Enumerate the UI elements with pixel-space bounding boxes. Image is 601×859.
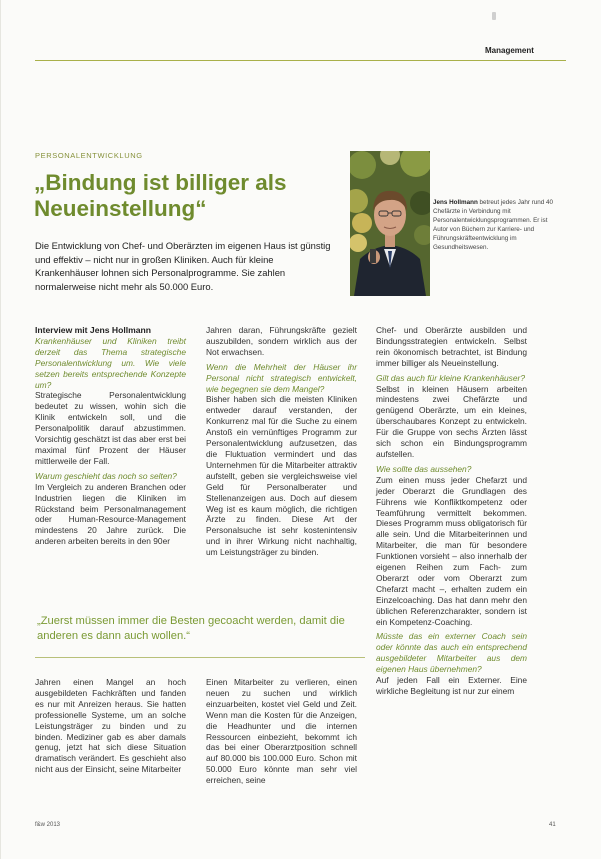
answer: Selbst in kleinen Häusern arbeiten mindestens zwei Chefärzte und genügend Oberärzte, um ein kleines, überschaubares Konzept zu entwickeln. Für die Gruppe von sechs Ärzten lässt sich schon ein Bindungsprogramm aufstellen. <box>376 383 527 459</box>
question: Krankenhäuser und Kliniken treibt derzeit das Thema strategische Personalentwicklung um. Wie viele setzen bereits entsprechende Konzepte um? <box>35 335 186 390</box>
article-column-1 <box>35 325 186 547</box>
pull-quote-rule <box>35 657 365 658</box>
page-number: 41 <box>549 822 556 828</box>
footer-publication: f&w 2013 <box>35 822 61 828</box>
question: Wie sollte das aussehen? <box>376 463 472 474</box>
question: Warum geschieht das noch so selten? <box>35 470 177 481</box>
answer: Strategische Personalentwicklung bedeutet zu wissen, wohin sich die Klinik entwickeln soll, und die Personalpolitik darauf abzustimmen. Vorsichtig geschätzt ist das aber erst bei maximal fünf Prozent der Häuser mittlerweile der Fall. <box>35 390 186 466</box>
article-column-3 <box>376 325 527 697</box>
question: Wenn die Mehrheit der Häuser ihr Personal nicht strategisch entwickelt, wie begegnen sie dem Mangel? <box>206 361 357 394</box>
section-label: Management <box>485 46 534 55</box>
answer: Auf jeden Fall ein Externer. Eine wirkliche Begleitung ist nur zur einem <box>376 675 527 696</box>
photo-caption <box>433 198 561 253</box>
answer: Jahren einen Mangel an hoch ausgebildeten Fachkräften und fanden es nur mit Anreizen heraus. Sie hatten professionelle Systeme, um an solche Leistungsträger zu binden und zu binden. Mediziner gab es aber damals genug, jetzt hat sich diese Situation dramatisch verändert. Es geschieht also nicht aus der Einsicht, seine Mitarbeiter <box>35 677 186 775</box>
caption-text: betreut jedes Jahr rund 40 Chefärzte in Verbindung mit Personalentwicklungsprogrammen. Er ist Autor von Büchern zur Karriere- und Führungskräfteentwicklung im Gesundheitswesen. <box>433 199 554 252</box>
lead-paragraph: Die Entwicklung von Chef- und Oberärzten im eigenen Haus ist günstig und effektiv – nicht nur in großen Kliniken. Auch für kleine Krankenhäuser lohnen sich Personalprogramme. Sie zahlen normalerweise nicht mehr als 50.000 Euro. <box>35 240 331 293</box>
article-column-1-continued <box>35 677 186 775</box>
question: Gilt das auch für kleine Krankenhäuser? <box>376 372 525 383</box>
answer: Jahren daran, Führungskräfte gezielt auszubilden, sondern wirklich aus der Not erwachsen. <box>206 325 357 357</box>
article-column-2 <box>206 325 357 558</box>
answer: Im Vergleich zu anderen Branchen oder Industrien liegen die Kliniken im Rückstand beim Personalmanagement oder Human-Resource-Management mindestens 20 Jahre zurück. Die anderen arbeiten bereits in den 90er <box>35 481 186 547</box>
portrait-image <box>350 151 430 296</box>
interview-title: Interview mit Jens Hollmann <box>35 325 152 335</box>
answer: Bisher haben sich die meisten Kliniken entweder darauf verstanden, der Konkurrenz mal für die Suche zu einem Anstoß ein vernünftiges Programm zur Personalentwicklung aufzusetzen, das die Fluktuation vermindert und das Unternehmen für die Mitarbeiter attraktiv aufstellt, geben sie vergleichsweise viel Geld für Personalberater und Stellenanzeigen aus. Doch auf diesem Weg ist es kaum möglich, die richtigen Ärzte zu finden. Diese Art der Personalsuche ist sehr kostenintensiv und in ihrer Wirkung nicht nachhaltig, um Leistungsträger zu binden. <box>206 394 357 558</box>
question: Müsste das ein externer Coach sein oder könnte das auch ein entsprechend ausgebildeter Mitarbeiter aus dem eigenen Haus übernehmen? <box>376 631 527 675</box>
headline: „Bindung ist billiger als Neueinstellung“ <box>34 170 287 221</box>
portrait-photo <box>350 151 430 296</box>
caption-name: Jens Hollmann <box>433 199 478 206</box>
answer: Zum einen muss jeder Chefarzt und jeder Oberarzt die Grundlagen des Führens wie Konfliktkompetenz oder Teamführung vermittelt bekommen. Dieses Programm muss obligatorisch für alle sein. Und die Mitarbeiterinnen und Mitarbeiter, die man für besondere Funktionen vorsieht – also innerhalb der eigenen Reihen zum Fach- zum Oberarzt oder vom Oberarzt zum Chefarzt macht –, erhalten zudem ein Einzelcoaching. Das hat dann mehr den üblichen Referenzcharakter, sondern ist ein Kompetenz-Coaching. <box>376 474 527 627</box>
pull-quote: „Zuerst müssen immer die Besten gecoacht werden, damit die anderen es dann auch wollen.“ <box>37 615 345 643</box>
header-rule <box>35 60 566 61</box>
kicker: PERSONALENTWICKLUNG <box>35 151 143 160</box>
answer: Chef- und Oberärzte ausbilden und Bindungsstrategien entwickeln. Selbst rein ökonomisch betrachtet, ist Bindung immer billiger als Neueinstellung. <box>376 325 527 368</box>
page-mark <box>492 12 496 20</box>
answer: Einen Mitarbeiter zu verlieren, einen neuen zu suchen und wirklich einzuarbeiten, kostet viel Geld und Zeit. Wenn man die Kosten für die Anzeigen, die Headhunter und die internen Ressourcen einbezieht, bekommt ich das bei einer Oberarztposition schnell auf 80.000 bis 100.000 Euro. Schon mit 50.000 Euro könnte man sehr viel erreichen, seine <box>206 677 357 786</box>
article-column-2-continued <box>206 677 357 786</box>
